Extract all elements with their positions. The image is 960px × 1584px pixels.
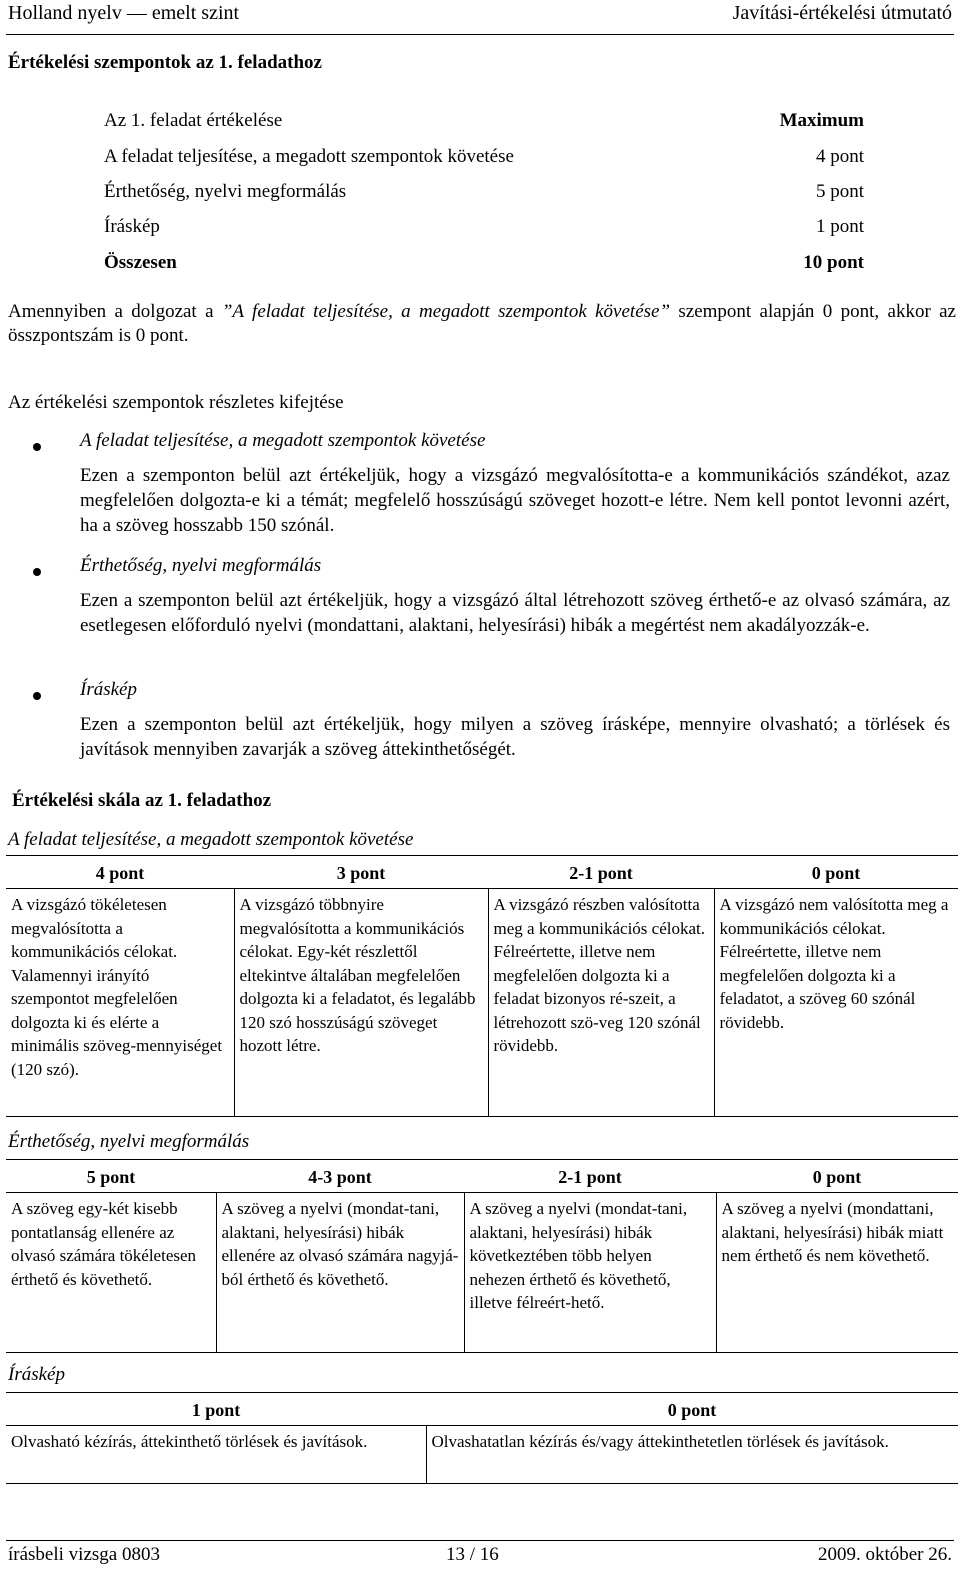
scale3-cell: Olvasható kézírás, áttekinthető törlések és javítások. — [6, 1426, 426, 1484]
details-title: Az értékelési szempontok részletes kifejtése — [8, 392, 344, 413]
note-text-post: szempont alapján 0 pont, akkor az összpontszám is 0 pont. — [8, 301, 956, 346]
bullet-icon — [33, 692, 41, 700]
bullet-title: Íráskép — [80, 679, 137, 700]
bullet-text: Ezen a szemponton belül azt értékeljük, hogy milyen a szöveg írásképe, mennyire olvasható; a törlések és javítások mennyiben zavarják a szöveg áttekinthetőségét. — [80, 714, 950, 760]
scale2-cell: A szöveg egy-két kisebb pontatlanság ellenére az olvasó számára tökéletesen érthető és követhető. — [6, 1193, 216, 1353]
score-total-label: Összesen — [104, 252, 177, 273]
score-row-value: 5 pont — [815, 181, 864, 202]
section-title-scale: Értékelési skála az 1. feladathoz — [12, 790, 272, 811]
bullet-title: A feladat teljesítése, a megadott szempontok követése — [80, 430, 486, 451]
score-table-head-label: Az 1. feladat értékelése — [104, 110, 283, 131]
scale2-header: 4-3 pont — [216, 1162, 464, 1193]
footer-page-number: 13 / 16 — [446, 1544, 499, 1565]
scale1-header: 2-1 pont — [488, 858, 714, 889]
score-row-label: Íráskép — [104, 216, 160, 237]
scale3-header: 1 pont — [6, 1395, 426, 1426]
header-divider — [6, 34, 954, 35]
section-title-criteria: Értékelési szempontok az 1. feladathoz — [8, 52, 322, 73]
scale1-top-rule — [6, 855, 958, 856]
scale3-table — [6, 1395, 958, 1484]
score-row-value: 4 pont — [815, 146, 864, 167]
zero-score-note — [8, 300, 956, 348]
bullet-text: Ezen a szemponton belül azt értékeljük, hogy a vizsgázó megvalósította-e a kommunikációs szándékot, azaz megfelelően dolgozta-e ki a témát; megfelelő hosszúságú szöveget hozott-e létre. Nem kell pontot levonni azért, ha a szöveg hosszabb 150 szónál. — [80, 465, 950, 536]
score-row-value: 1 pont — [815, 216, 864, 237]
note-text-pre: Amennyiben a dolgozat a — [8, 301, 222, 322]
footer-date: 2009. október 26. — [817, 1544, 952, 1565]
scale2-title: Érthetőség, nyelvi megformálás — [8, 1131, 250, 1152]
note-text-criterion: ”A feladat teljesítése, a megadott szempontok követése” — [221, 301, 671, 322]
header-guide-title: Javítási-értékelési útmutató — [732, 2, 952, 24]
score-total-value: 10 pont — [803, 252, 864, 273]
scale1-title: A feladat teljesítése, a megadott szempontok követése — [8, 829, 414, 850]
scale1-cell: A vizsgázó tökéletesen megvalósította a kommunikációs célokat. Valamennyi irányító szempontot megfelelően dolgozta ki és elérte a minimális szöveg-mennyiséget (120 szó). — [6, 889, 234, 1117]
scale1-header: 3 pont — [234, 858, 488, 889]
scale2-header: 0 pont — [716, 1162, 958, 1193]
scale3-title: Íráskép — [8, 1364, 65, 1385]
scale2-cell: A szöveg a nyelvi (mondattani, alaktani, helyesírási) hibák miatt nem érthető és nem követhető. — [716, 1193, 958, 1353]
header-exam-title: Holland nyelv — emelt szint — [8, 2, 240, 24]
scale2-table — [6, 1162, 958, 1353]
scale2-top-rule — [6, 1159, 958, 1160]
bullet-icon — [33, 443, 41, 451]
score-row-label: A feladat teljesítése, a megadott szempontok követése — [104, 146, 514, 167]
scale2-cell: A szöveg a nyelvi (mondat-tani, alaktani, helyesírási) hibák következtében több helyen nehezen érthető és követhető, illetve félreért-hető. — [464, 1193, 716, 1353]
scale1-table — [6, 858, 958, 1117]
bullet-icon — [33, 568, 41, 576]
score-table-head-value: Maximum — [779, 110, 864, 131]
bullet-title: Érthetőség, nyelvi megformálás — [80, 555, 322, 576]
bullet-text: Ezen a szemponton belül azt értékeljük, hogy a vizsgázó által létrehozott szöveg érthető-e az olvasó számára, az esetlegesen előforduló nyelvi (mondattani, alaktani, helyesírási) hibák a megértést nem akadályozzák-e. — [80, 590, 950, 636]
scale1-cell: A vizsgázó részben valósította meg a kommunikációs célokat. Félreértette, illetve nem megfelelően dolgozta ki a feladat bizonyos ré-szeit, a létrehozott szö-veg 120 szónál rövidebb. — [488, 889, 714, 1117]
scale1-header: 4 pont — [6, 858, 234, 889]
scale1-cell: A vizsgázó többnyire megvalósította a kommunikációs célokat. Egy-két részlettől eltekintve általában megfelelően dolgozta ki a feladatot, és legalább 120 szó hosszúságú szöveget hozott létre. — [234, 889, 488, 1117]
scale1-header: 0 pont — [714, 858, 958, 889]
scale1-cell: A vizsgázó nem valósította meg a kommunikációs célokat. Félreértette, illetve nem megfelelően dolgozta ki a feladatot, a szöveg 60 szónál rövidebb. — [714, 889, 958, 1117]
footer-divider — [6, 1540, 954, 1541]
scale2-header: 2-1 pont — [464, 1162, 716, 1193]
footer-exam-code: írásbeli vizsga 0803 — [8, 1544, 160, 1565]
scale2-header: 5 pont — [6, 1162, 216, 1193]
scale2-cell: A szöveg a nyelvi (mondat-tani, alaktani, helyesírási) hibák ellenére az olvasó számára nagyjá-ból érthető és követhető. — [216, 1193, 464, 1353]
scale3-top-rule — [6, 1392, 958, 1393]
scale3-header: 0 pont — [426, 1395, 958, 1426]
score-row-label: Érthetőség, nyelvi megformálás — [104, 181, 347, 202]
scale3-cell: Olvashatatlan kézírás és/vagy áttekinthetetlen törlések és javítások. — [426, 1426, 958, 1484]
